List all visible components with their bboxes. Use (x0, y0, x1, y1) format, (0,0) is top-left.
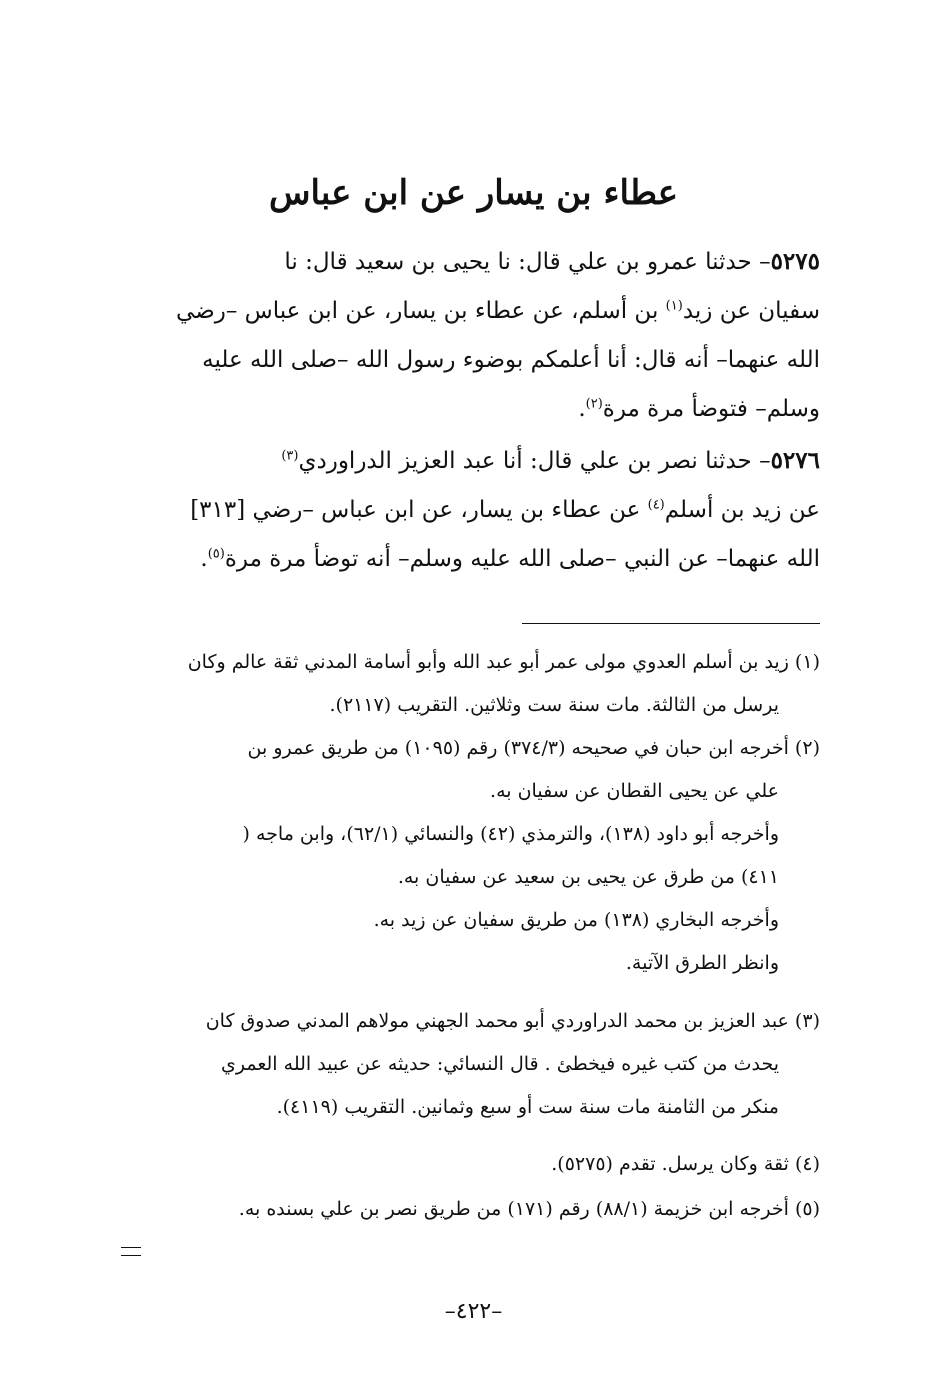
footnote-line: يحدث من كتب غيره فيخطئ . قال النسائي: حديثه عن عبيد الله العمري (221, 1053, 779, 1075)
footnote-line: (٥) أخرجه ابن خزيمة (٨٨/١) رقم (١٧١) من طريق نصر بن علي بسنده به. (238, 1198, 820, 1220)
footnote-line: وأخرجه أبو داود (١٣٨)، والترمذي (٤٢) والنسائي (٦٢/١)، وابن ماجه ( (242, 823, 779, 845)
section-title: عطاء بن يسار عن ابن عباس (269, 173, 678, 213)
footnote-line: (٤) ثقة وكان يرسل. تقدم (٥٢٧٥). (551, 1153, 820, 1175)
footnote-ref[interactable]: (٢) (585, 396, 603, 412)
footnote-line: وانظر الطرق الآتية. (625, 952, 779, 974)
entry-line: الله عنهما– أنه قال: أنا أعلمكم بوضوء رسول الله –صلى الله عليه (202, 347, 820, 373)
footnote-line: (٢) أخرجه ابن حبان في صحيحه (٣٧٤/٣) رقم (١٠٩٥) من طريق عمرو بن (247, 737, 820, 759)
footnote-line: (٣) عبد العزيز بن محمد الدراوردي أبو محمد الجهني مولاهم المدني صدوق كان (205, 1010, 820, 1032)
entry-line: الله عنهما– عن النبي –صلى الله عليه وسلم– أنه توضأ مرة مرة$^{(٥)}$. (200, 546, 820, 572)
hadith-number: ٥٢٧٦ (770, 447, 820, 474)
footnote-ref[interactable]: (٣) (281, 448, 299, 464)
footnote-ref[interactable]: (٤) (647, 497, 665, 513)
entry-line: عن زيد بن أسلم$^{(٤)}$ عن عطاء بن يسار، عن ابن عباس –رضي [٣١٣] (190, 497, 820, 523)
hadith-entry-5275 (110, 237, 820, 434)
entry-line: ٥٢٧٦– حدثنا نصر بن علي قال: أنا عبد العزيز الدراوردي$^{(٣)}$ (281, 447, 820, 474)
page-number: –٤٢٢– (444, 1299, 503, 1324)
entry-line: سفيان عن زيد$^{(١)}$ بن أسلم، عن عطاء بن يسار، عن ابن عباس –رضي (176, 298, 820, 324)
hadith-number: ٥٢٧٥ (770, 248, 820, 275)
continuation-mark (121, 1247, 141, 1256)
entry-line: وسلم– فتوضأ مرة مرة$^{(٢)}$. (578, 396, 820, 422)
footnote-line: يرسل من الثالثة. مات سنة ست وثلاثين. التقريب (٢١١٧). (329, 694, 779, 716)
footnote-separator (522, 623, 820, 624)
footnote-line: علي عن يحيى القطان عن سفيان به. (490, 780, 779, 802)
footnote-line: ٤١١) من طرق عن يحيى بن سعيد عن سفيان به. (397, 866, 779, 888)
footnote-line: وأخرجه البخاري (١٣٨) من طريق سفيان عن زيد به. (373, 909, 779, 931)
footnote-ref[interactable]: (١) (665, 298, 683, 314)
entry-line: ٥٢٧٥– حدثنا عمرو بن علي قال: نا يحيى بن سعيد قال: نا (284, 248, 820, 275)
hadith-entry-5276 (110, 436, 820, 584)
footnote-line: (١) زيد بن أسلم العدوي مولى عمر أبو عبد الله وأبو أسامة المدني ثقة عالم وكان (187, 651, 820, 673)
footnote-line: منكر من الثامنة مات سنة ست أو سبع وثمانين. التقريب (٤١١٩). (276, 1096, 779, 1118)
footnote-ref[interactable]: (٥) (207, 546, 225, 562)
